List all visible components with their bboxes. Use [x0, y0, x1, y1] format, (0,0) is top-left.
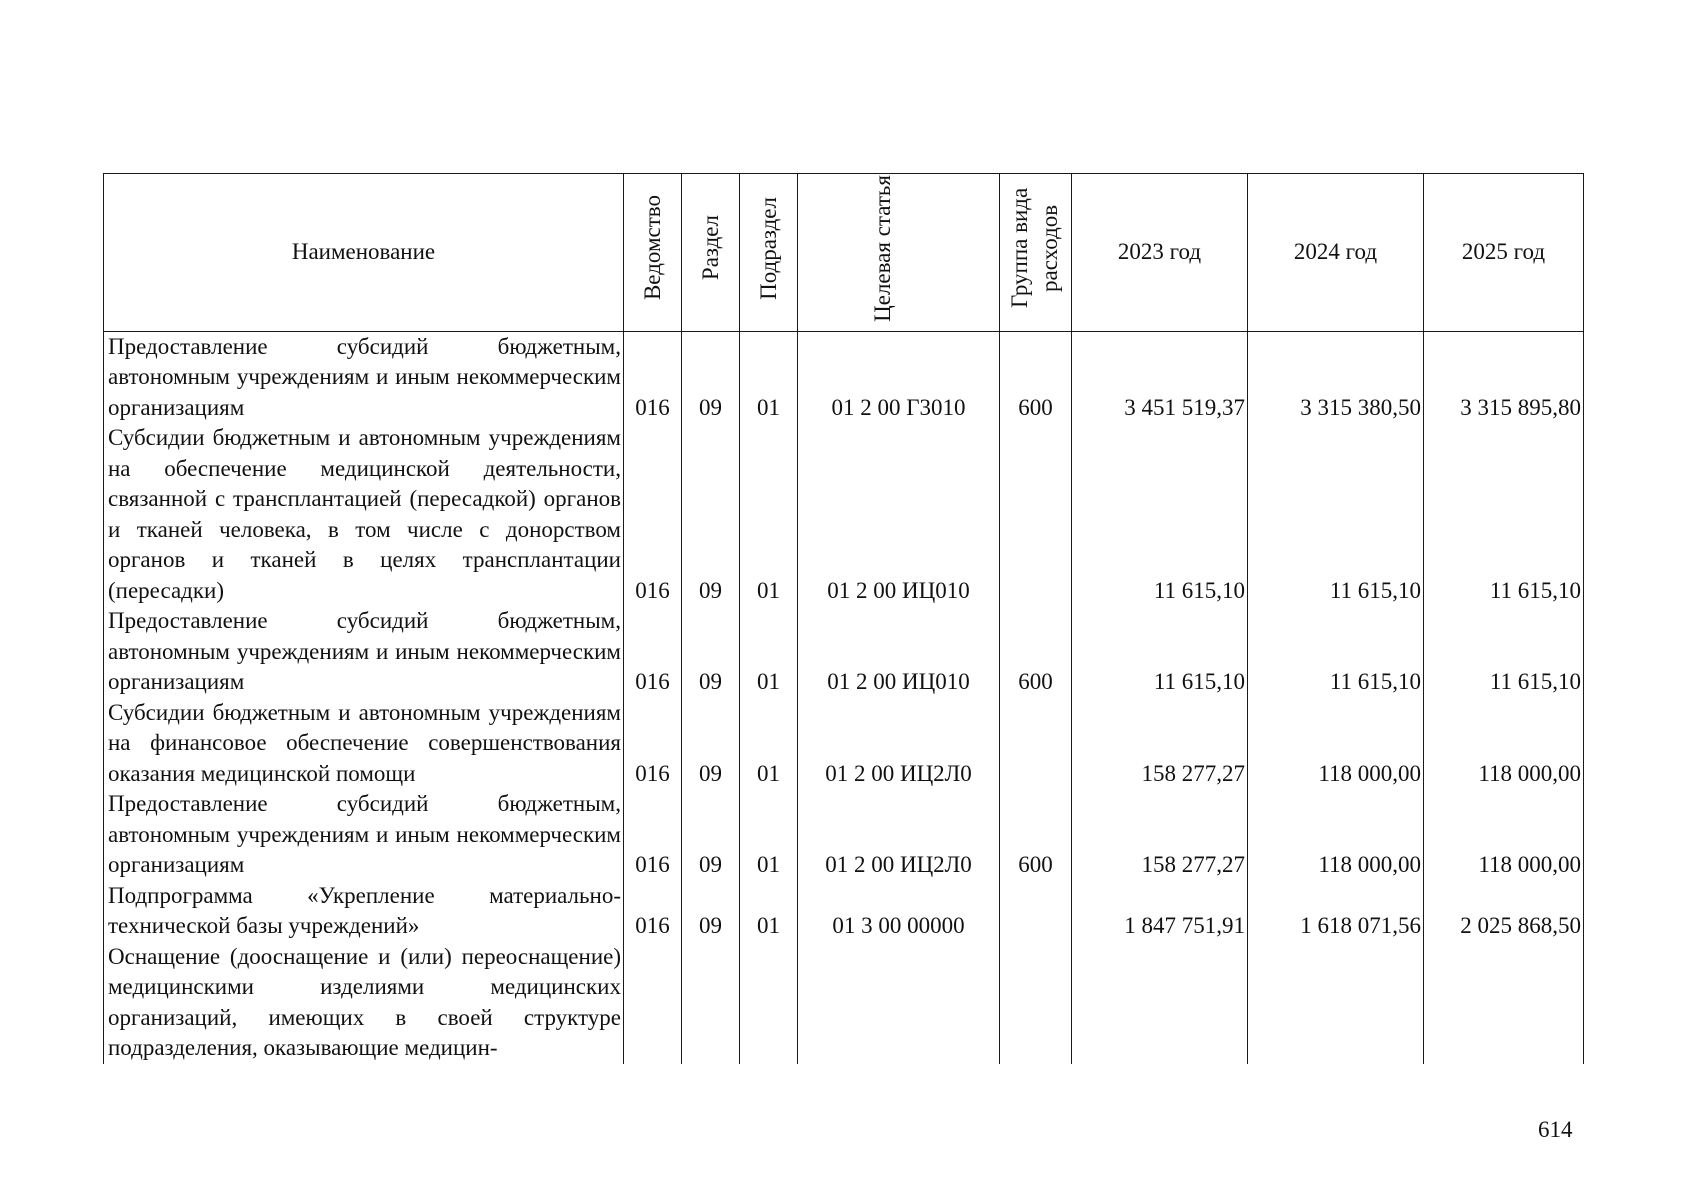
- row-2025: 2 025 868,50: [1424, 881, 1584, 942]
- row-department: 016: [624, 606, 682, 698]
- header-target-article: Целевая статья: [798, 174, 1000, 332]
- row-2023: 3 451 519,37: [1072, 331, 1248, 423]
- row-2024: 1 618 071,56: [1248, 881, 1424, 942]
- row-2025: 118 000,00: [1424, 789, 1584, 881]
- header-2025: 2025 год: [1424, 174, 1584, 332]
- row-expense-group: 600: [1000, 606, 1072, 698]
- row-target-article: 01 2 00 ИЦ2Л0: [798, 698, 1000, 790]
- row-2025: 3 315 895,80: [1424, 331, 1584, 423]
- row-expense-group: 600: [1000, 789, 1072, 881]
- row-2024: 3 315 380,50: [1248, 331, 1424, 423]
- table-row: [104, 331, 1584, 423]
- row-2025: 118 000,00: [1424, 698, 1584, 790]
- header-section: Раздел: [682, 174, 740, 332]
- row-2024: 11 615,10: [1248, 606, 1424, 698]
- row-section: 09: [682, 331, 740, 423]
- row-subsection: 01: [740, 698, 798, 790]
- row-2024: 118 000,00: [1248, 698, 1424, 790]
- row-2024: 118 000,00: [1248, 789, 1424, 881]
- row-expense-group: [1000, 881, 1072, 942]
- row-department: [624, 942, 682, 1064]
- header-department: Ведомство: [624, 174, 682, 332]
- table-row: [104, 698, 1584, 790]
- header-subsection: Подраздел: [740, 174, 798, 332]
- header-name: Наименование: [104, 174, 624, 332]
- row-2023: [1072, 942, 1248, 1064]
- row-name: Субсидии бюджетным и автономным учреждениям на финансовое обеспечение совершенствования оказания медицинской помощи: [104, 698, 624, 790]
- row-2025: 11 615,10: [1424, 606, 1584, 698]
- header-2023: 2023 год: [1072, 174, 1248, 332]
- row-2025: [1424, 942, 1584, 1064]
- row-target-article: 01 2 00 ИЦ010: [798, 423, 1000, 606]
- table-row: [104, 606, 1584, 698]
- row-2023: 158 277,27: [1072, 698, 1248, 790]
- row-target-article: [798, 942, 1000, 1064]
- row-expense-group: [1000, 423, 1072, 606]
- row-2023: 11 615,10: [1072, 606, 1248, 698]
- row-2025: 11 615,10: [1424, 423, 1584, 606]
- row-section: 09: [682, 698, 740, 790]
- row-name: Оснащение (дооснащение и (или) переоснащение) медицинскими изделиями медицинских организаций, имеющих в своей структуре подразделения, оказывающие медицин-: [104, 942, 624, 1064]
- row-expense-group: [1000, 942, 1072, 1064]
- row-name: Предоставление субсидий бюджетным, автономным учреждениям и иным некоммерческим организациям: [104, 331, 624, 423]
- row-name: Предоставление субсидий бюджетным, автономным учреждениям и иным некоммерческим организациям: [104, 789, 624, 881]
- row-name: Субсидии бюджетным и автономным учреждениям на обеспечение медицинской деятельности, связанной с трансплантацией (пересадкой) органов и тканей человека, в том числе с донорством органов и тканей в целях трансплантации (пересадки): [104, 423, 624, 606]
- row-subsection: 01: [740, 423, 798, 606]
- row-department: 016: [624, 331, 682, 423]
- row-2023: 158 277,27: [1072, 789, 1248, 881]
- table-row: [104, 423, 1584, 606]
- row-subsection: 01: [740, 881, 798, 942]
- row-2023: 1 847 751,91: [1072, 881, 1248, 942]
- row-name: Подпрограмма «Укрепление материально-технической базы учреждений»: [104, 881, 624, 942]
- page-number: 614: [1538, 1117, 1573, 1142]
- header-expense-group: Группа вида расходов: [1000, 174, 1072, 332]
- row-department: 016: [624, 881, 682, 942]
- row-section: 09: [682, 881, 740, 942]
- row-target-article: 01 2 00 ИЦ2Л0: [798, 789, 1000, 881]
- row-subsection: 01: [740, 789, 798, 881]
- row-subsection: 01: [740, 331, 798, 423]
- row-2023: 11 615,10: [1072, 423, 1248, 606]
- table-row: [104, 881, 1584, 942]
- table-row: [104, 942, 1584, 1064]
- row-section: 09: [682, 789, 740, 881]
- row-expense-group: 600: [1000, 331, 1072, 423]
- row-department: 016: [624, 789, 682, 881]
- row-department: 016: [624, 423, 682, 606]
- row-section: 09: [682, 606, 740, 698]
- budget-table: [103, 173, 1584, 1064]
- table-row: [104, 789, 1584, 881]
- row-expense-group: [1000, 698, 1072, 790]
- row-subsection: [740, 942, 798, 1064]
- row-department: 016: [624, 698, 682, 790]
- row-target-article: 01 3 00 00000: [798, 881, 1000, 942]
- row-2024: 11 615,10: [1248, 423, 1424, 606]
- header-row: [104, 174, 1584, 332]
- row-name: Предоставление субсидий бюджетным, автономным учреждениям и иным некоммерческим организациям: [104, 606, 624, 698]
- row-2024: [1248, 942, 1424, 1064]
- header-2024: 2024 год: [1248, 174, 1424, 332]
- row-target-article: 01 2 00 ИЦ010: [798, 606, 1000, 698]
- row-subsection: 01: [740, 606, 798, 698]
- row-section: [682, 942, 740, 1064]
- row-section: 09: [682, 423, 740, 606]
- row-target-article: 01 2 00 Г3010: [798, 331, 1000, 423]
